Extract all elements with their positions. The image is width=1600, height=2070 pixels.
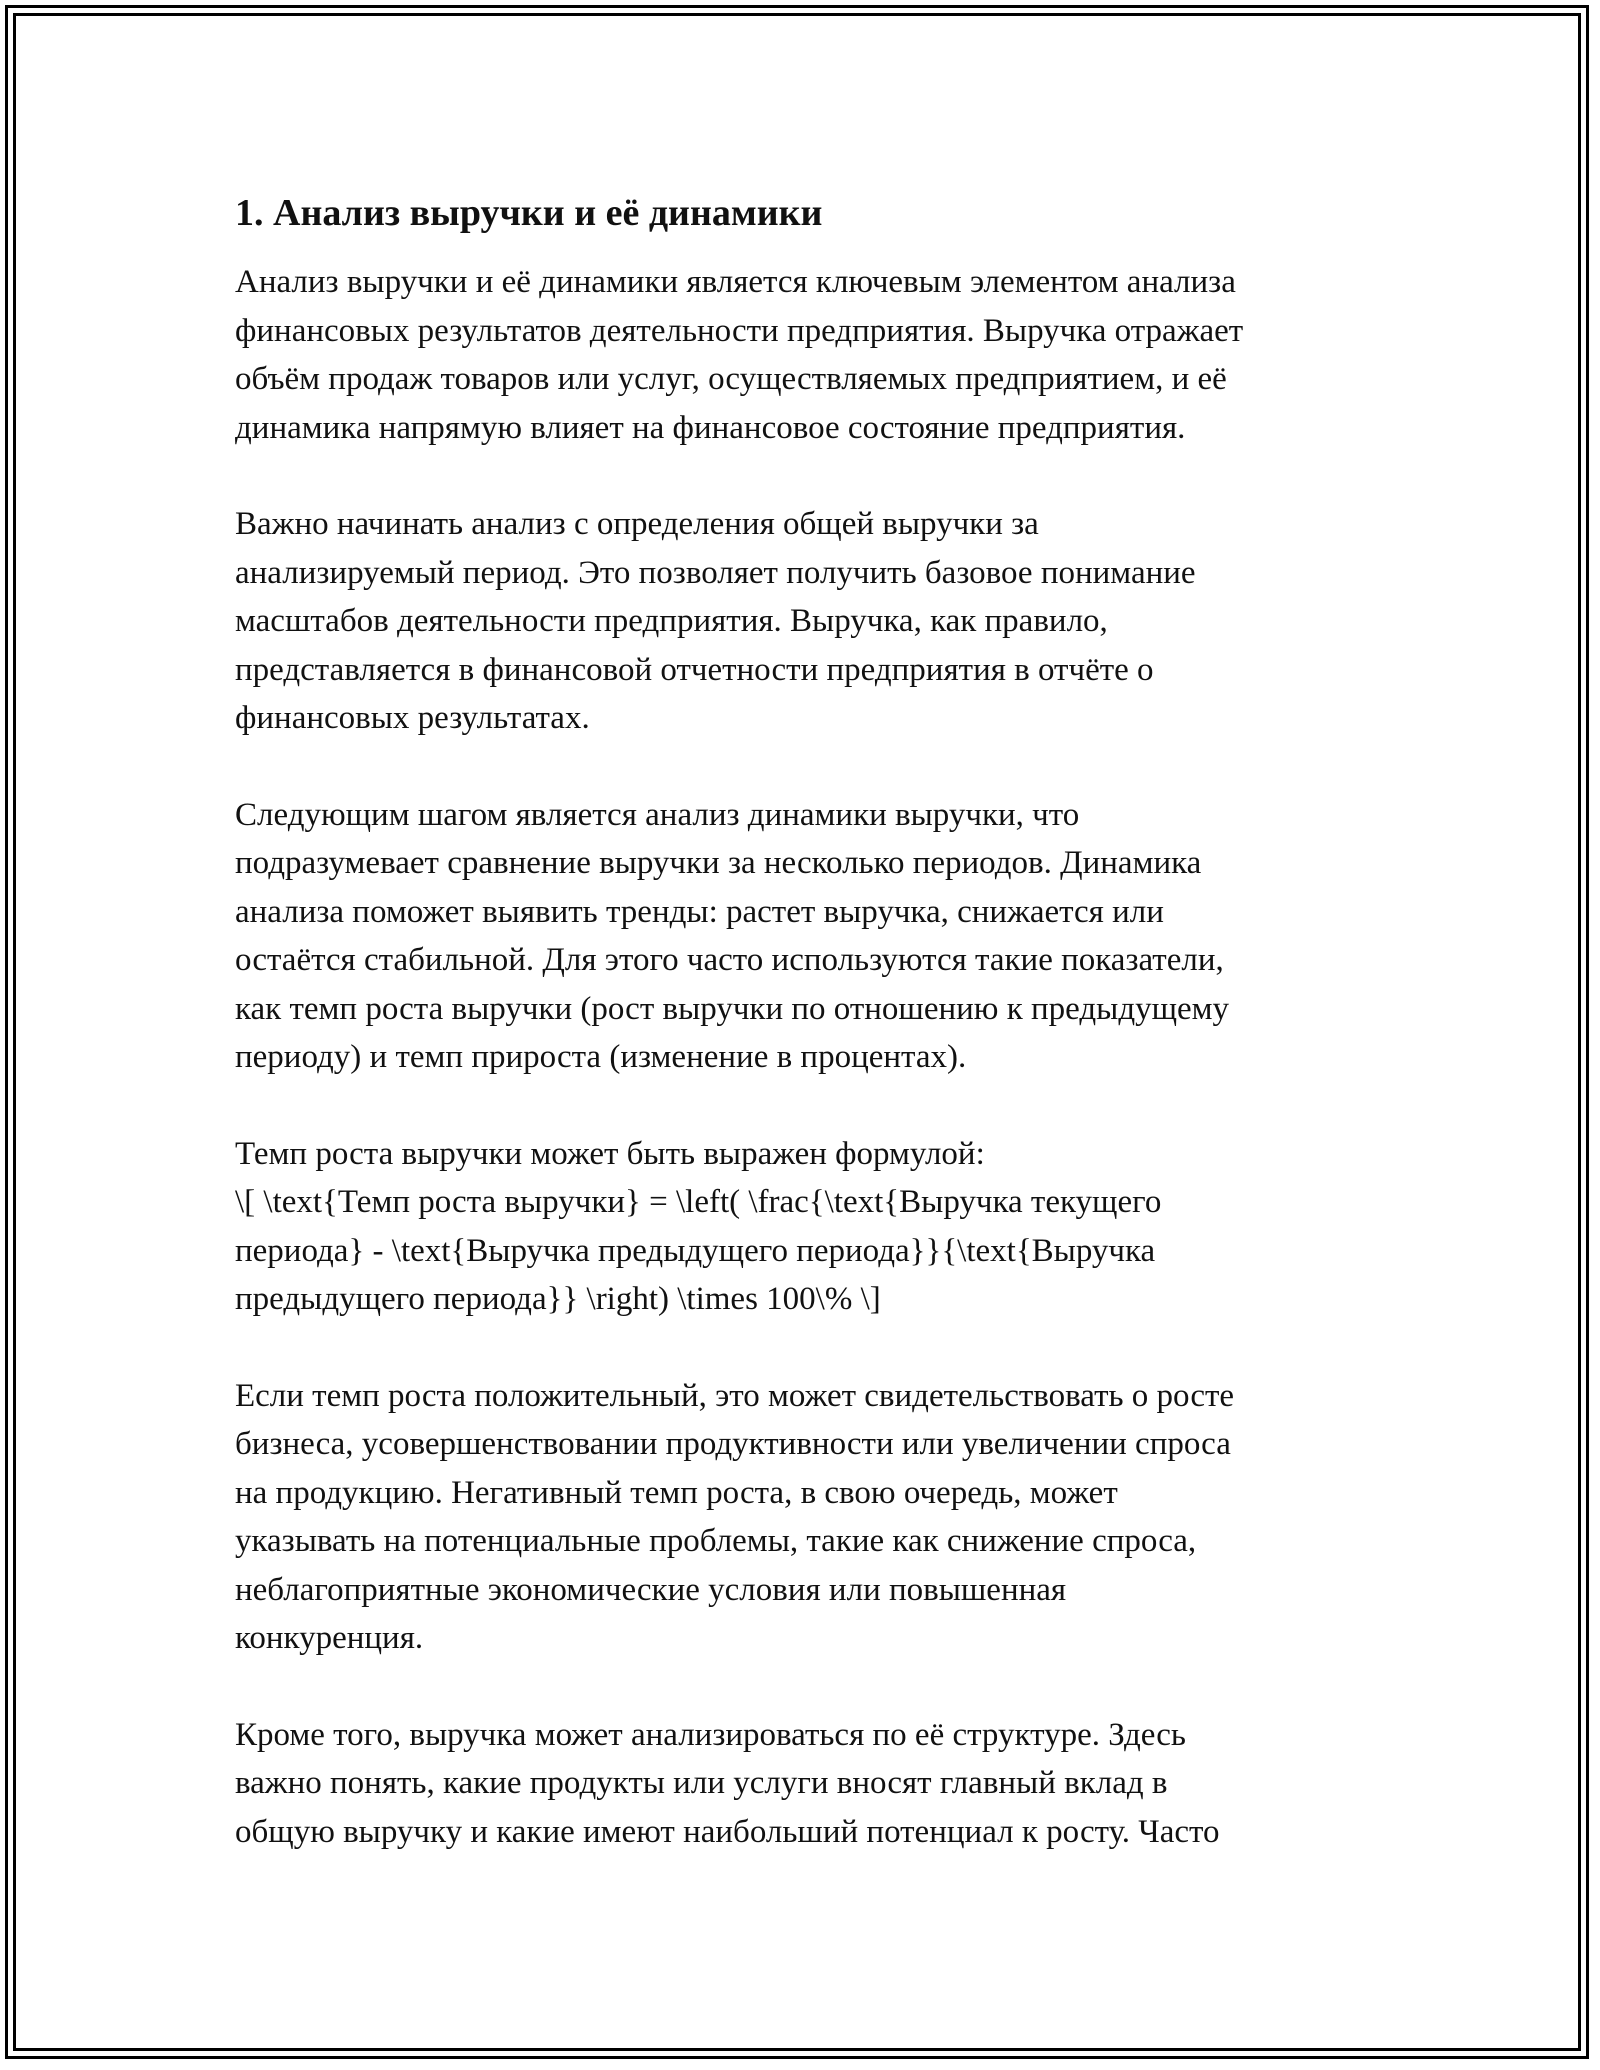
text-line: масштабов деятельности предприятия. Выручка, как правило, bbox=[235, 603, 1108, 639]
paragraph-total-revenue bbox=[235, 500, 1380, 743]
text-line: общую выручку и какие имеют наибольший потенциал к росту. Часто bbox=[235, 1813, 1220, 1850]
paragraph-dynamics bbox=[235, 791, 1380, 1082]
text-line: как темп роста выручки (рост выручки по отношению к предыдущему bbox=[235, 990, 1230, 1027]
text-line: Следующим шагом является анализ динамики выручки, что bbox=[235, 796, 1080, 833]
text-line: Если темп роста положительный, это может свидетельствовать о росте bbox=[235, 1377, 1235, 1414]
text-line: анализа поможет выявить тренды: растет выручка, снижается или bbox=[235, 893, 1164, 930]
paragraph-intro bbox=[235, 258, 1380, 452]
text-line: указывать на потенциальные проблемы, такие как снижение спроса, bbox=[235, 1523, 1197, 1559]
text-line: анализируемый период. Это позволяет получить базовое понимание bbox=[235, 554, 1196, 591]
text-line: финансовых результатах. bbox=[235, 700, 590, 736]
text-line: объём продаж товаров или услуг, осуществляемых предприятием, и её bbox=[235, 361, 1227, 397]
document-body bbox=[235, 186, 1380, 1904]
text-line: динамика напрямую влияет на финансовое состояние предприятия. bbox=[235, 409, 1186, 446]
text-line: важно понять, какие продукты или услуги вносят главный вклад в bbox=[235, 1765, 1168, 1801]
text-line: на продукцию. Негативный темп роста, в свою очередь, может bbox=[235, 1474, 1118, 1511]
text-line: периоду) и темп прироста (изменение в процентах). bbox=[235, 1039, 967, 1075]
text-line: Кроме того, выручка может анализироваться по её структуре. Здесь bbox=[235, 1716, 1186, 1753]
formula-line: предыдущего периода}} \right) \times 100\% \] bbox=[235, 1281, 881, 1317]
paragraph-structure bbox=[235, 1711, 1380, 1857]
text-line: Важно начинать анализ с определения общей выручки за bbox=[235, 506, 1039, 542]
paragraph-formula bbox=[235, 1130, 1380, 1324]
section-heading: 1. Анализ выручки и её динамики bbox=[235, 192, 823, 234]
text-line: конкуренция. bbox=[235, 1620, 424, 1656]
text-line: представляется в финансовой отчетности предприятия в отчёте о bbox=[235, 651, 1154, 688]
text-line: остаётся стабильной. Для этого часто используются такие показатели, bbox=[235, 942, 1224, 978]
text-line: бизнеса, усовершенствовании продуктивности или увеличении спроса bbox=[235, 1426, 1231, 1462]
paragraph-growth-interpretation bbox=[235, 1372, 1380, 1663]
text-line: Анализ выручки и её динамики является ключевым элементом анализа bbox=[235, 264, 1236, 300]
formula-line: периода} - \text{Выручка предыдущего периода}}{\text{Выручка bbox=[235, 1232, 1156, 1269]
text-line: финансовых результатов деятельности предприятия. Выручка отражает bbox=[235, 312, 1244, 349]
text-line: подразумевает сравнение выручки за несколько периодов. Динамика bbox=[235, 845, 1202, 881]
text-line: Темп роста выручки может быть выражен формулой: bbox=[235, 1135, 985, 1172]
text-line: неблагоприятные экономические условия или повышенная bbox=[235, 1571, 1067, 1608]
formula-line: \[ \text{Темп роста выручки} = \left( \frac{\text{Выручка текущего bbox=[235, 1184, 1162, 1220]
